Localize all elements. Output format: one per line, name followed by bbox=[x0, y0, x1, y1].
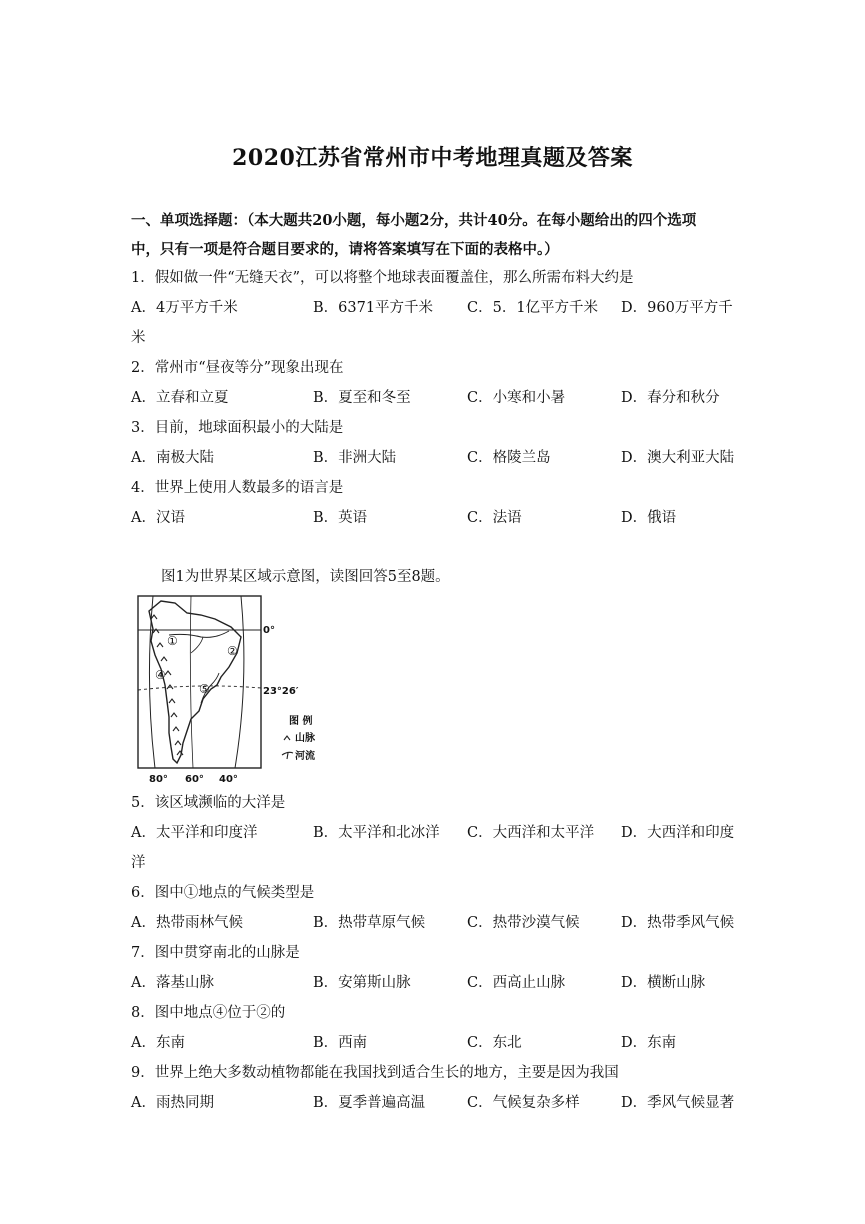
meridian-80 bbox=[149, 596, 155, 768]
question-3-option-c: C．格陵兰岛 bbox=[467, 450, 551, 466]
amazon-river bbox=[169, 631, 229, 637]
question-5-stem: 5．该区域濒临的大洋是 bbox=[131, 795, 286, 811]
question-2-option-c: C．小寒和小暑 bbox=[467, 390, 566, 406]
continent-outline bbox=[149, 601, 241, 763]
meridian-60 bbox=[190, 596, 193, 768]
question-3-option-a: A．南极大陆 bbox=[131, 450, 214, 466]
question-9-option-b: B．夏季普遍高温 bbox=[313, 1095, 426, 1111]
question-1-option-c: C．5．1亿平方千米 bbox=[467, 300, 599, 316]
question-8-option-a: A．东南 bbox=[131, 1035, 185, 1051]
question-6-option-b: B．热带草原气候 bbox=[313, 915, 426, 931]
question-7-stem: 7．图中贯穿南北的山脉是 bbox=[131, 945, 300, 961]
question-6-option-d: D．热带季风气候 bbox=[621, 915, 735, 931]
question-3-option-b: B．非洲大陆 bbox=[313, 450, 397, 466]
question-4-option-d: D．俄语 bbox=[621, 510, 677, 526]
question-9-option-d: D．季风气候显著 bbox=[621, 1095, 735, 1111]
question-7-option-a: A．落基山脉 bbox=[131, 975, 214, 991]
place-label-4: ④ bbox=[155, 668, 166, 682]
question-9-option-a: A．雨热同期 bbox=[131, 1095, 214, 1111]
question-2-stem: 2．常州市“昼夜等分”现象出现在 bbox=[131, 360, 344, 376]
legend-mountain-icon bbox=[284, 736, 290, 740]
tropic-label: 23°26′ bbox=[263, 686, 299, 697]
question-7-option-c: C．西高止山脉 bbox=[467, 975, 566, 991]
place-label-2: ② bbox=[227, 644, 238, 658]
question-8-option-c: C．东北 bbox=[467, 1035, 522, 1051]
question-7-option-b: B．安第斯山脉 bbox=[313, 975, 411, 991]
legend-river-icon bbox=[282, 752, 293, 759]
question-3-stem: 3．目前，地球面积最小的大陆是 bbox=[131, 420, 344, 436]
section-heading bbox=[131, 206, 741, 264]
question-1-option-a: A．4万平方千米 bbox=[131, 300, 238, 316]
lon-label-60: 60° bbox=[185, 774, 204, 785]
question-2-option-d: D．春分和秋分 bbox=[621, 390, 720, 406]
section-heading-line-1: 一、单项选择题：（本大题共20小题，每小题2分，共计40分。在每小题给出的四个选项 bbox=[131, 212, 697, 229]
page-title: 2020江苏省常州市中考地理真题及答案 bbox=[232, 145, 633, 171]
question-1-stem: 1．假如做一件“无缝天衣”，可以将整个地球表面覆盖住，那么所需布料大约是 bbox=[131, 270, 634, 286]
question-5-option-b: B．太平洋和北冰洋 bbox=[313, 825, 440, 841]
legend-river-label: 河流 bbox=[295, 751, 315, 762]
legend-title: 图 例 bbox=[289, 716, 313, 727]
question-6-stem: 6．图中①地点的气候类型是 bbox=[131, 885, 315, 901]
place-label-5: ⑤ bbox=[199, 682, 210, 696]
question-6-option-a: A．热带雨林气候 bbox=[131, 915, 243, 931]
question-8-option-b: B．西南 bbox=[313, 1035, 368, 1051]
meridian-40 bbox=[235, 596, 244, 768]
question-8-option-d: D．东南 bbox=[621, 1035, 677, 1051]
legend-mountain-label: 山脉 bbox=[295, 733, 315, 744]
question-4-option-c: C．法语 bbox=[467, 510, 522, 526]
question-5-option-c: C．大西洋和太平洋 bbox=[467, 825, 595, 841]
question-4-option-b: B．英语 bbox=[313, 510, 368, 526]
question-9-option-c: C．气候复杂多样 bbox=[467, 1095, 580, 1111]
question-2-option-a: A．立春和立夏 bbox=[131, 390, 229, 406]
question-4-stem: 4．世界上使用人数最多的语言是 bbox=[131, 480, 344, 496]
question-8-stem: 8．图中地点④位于②的 bbox=[131, 1005, 286, 1021]
question-7-option-d: D．横断山脉 bbox=[621, 975, 706, 991]
tributary-river bbox=[191, 637, 203, 653]
question-1-option-d: D．960万平方千 bbox=[621, 300, 733, 316]
figure-intro: 图1为世界某区域示意图，读图回答5至8题。 bbox=[161, 569, 450, 585]
lon-label-40: 40° bbox=[219, 774, 238, 785]
lon-label-80: 80° bbox=[149, 774, 168, 785]
place-label-1: ① bbox=[167, 634, 178, 648]
section-heading-line-2: 中，只有一项是符合题目要求的，请将答案填写在下面的表格中。） bbox=[131, 241, 559, 258]
equator-label: 0° bbox=[263, 625, 275, 636]
question-6-option-c: C．热带沙漠气候 bbox=[467, 915, 580, 931]
question-4-option-a: A．汉语 bbox=[131, 510, 185, 526]
question-2-option-b: B．夏至和冬至 bbox=[313, 390, 411, 406]
question-9-stem: 9．世界上绝大多数动植物都能在我国找到适合生长的地方，主要是因为我国 bbox=[131, 1065, 619, 1081]
question-1-option-b: B．6371平方千米 bbox=[313, 300, 434, 316]
south-america-map bbox=[131, 593, 341, 785]
question-3-option-d: D．澳大利亚大陆 bbox=[621, 450, 735, 466]
question-1-option-d-wrap: 米 bbox=[131, 330, 146, 346]
question-5-option-d-wrap: 洋 bbox=[131, 855, 146, 871]
question-5-option-d: D．大西洋和印度 bbox=[621, 825, 735, 841]
question-5-option-a: A．太平洋和印度洋 bbox=[131, 825, 258, 841]
